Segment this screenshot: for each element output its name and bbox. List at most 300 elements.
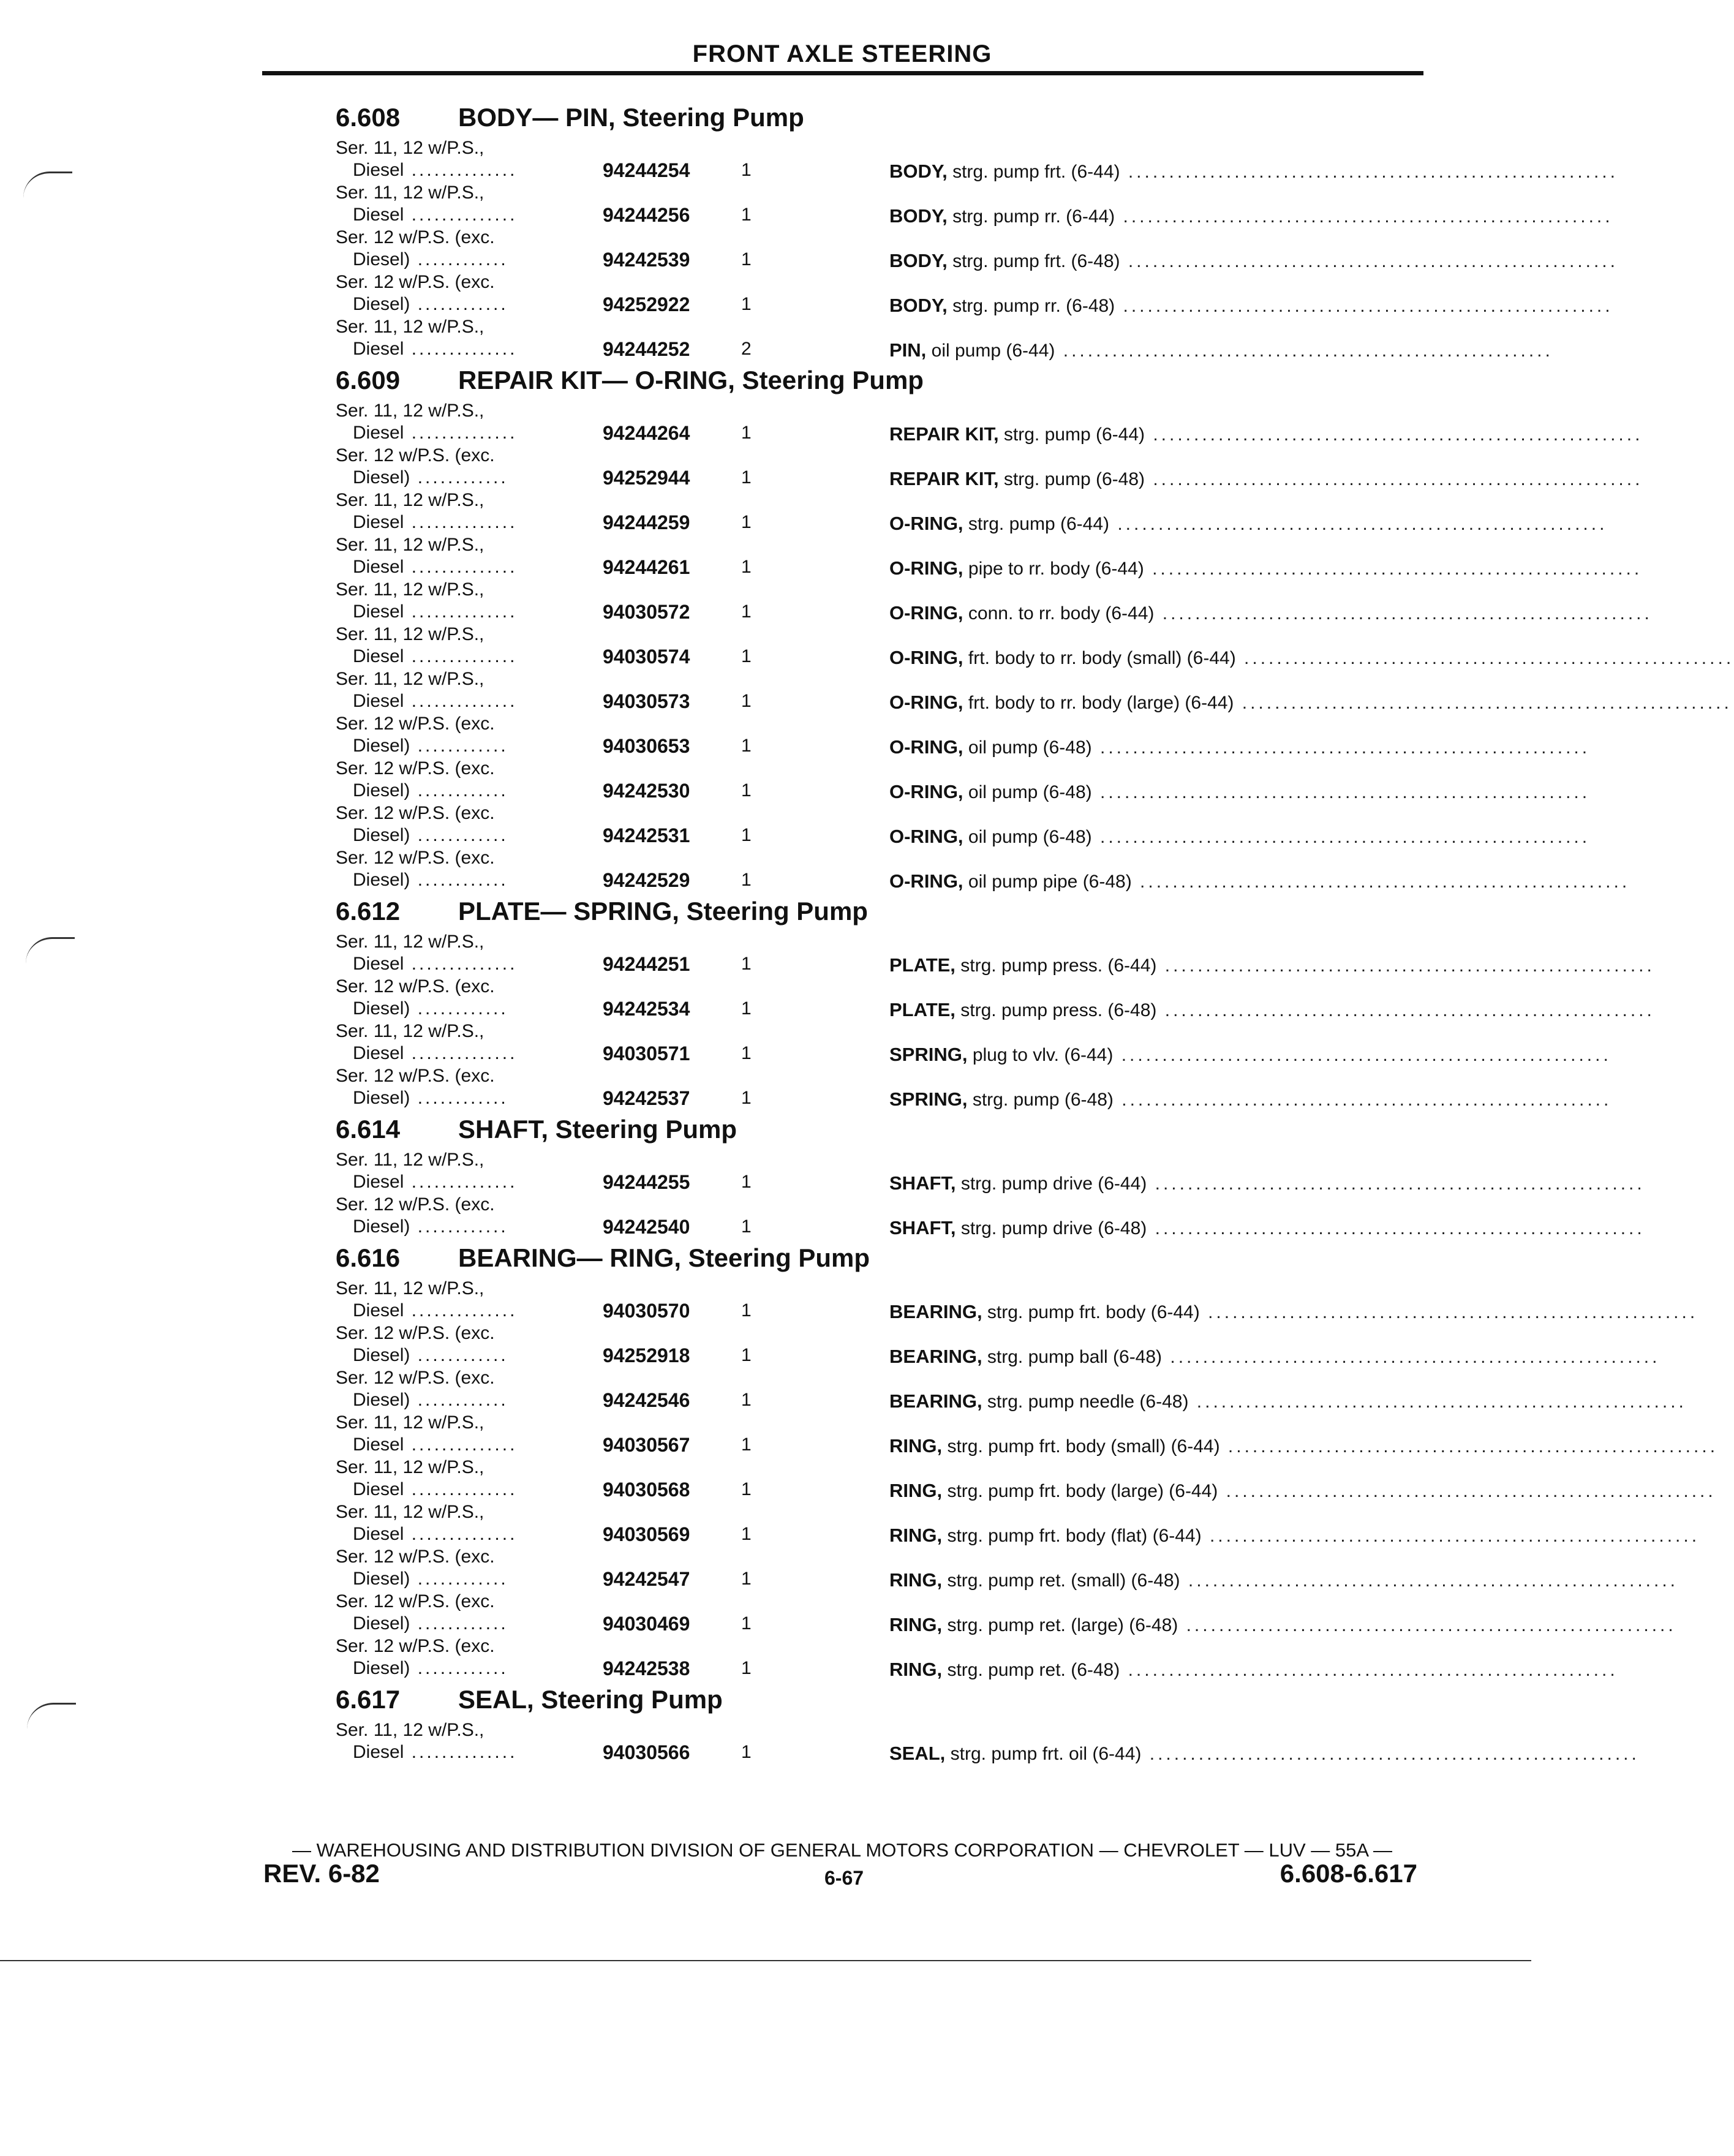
part-name-detail: strg. pump frt. body (small) (6-44) [947, 1436, 1220, 1457]
part-name-keyword: RING, [889, 1435, 943, 1457]
application-engine [353, 204, 517, 226]
part-name-detail: oil pump (6-48) [968, 782, 1092, 802]
part-row [336, 400, 1643, 445]
application-engine [353, 646, 517, 668]
leader-dots: ............................................................ [1235, 648, 1734, 668]
engine-label: Diesel) [353, 870, 410, 890]
part-name-keyword: RING, [889, 1659, 943, 1680]
application-engine [353, 1216, 508, 1238]
part-name-keyword: SEAL, [889, 1743, 946, 1764]
engine-label: Diesel) [353, 1390, 410, 1410]
application-line: Ser. 12 w/P.S. (exc. [336, 1323, 495, 1343]
section-header [336, 1238, 1426, 1278]
leader-dots: ............ [410, 294, 508, 314]
part-number: 94242540 [603, 1216, 690, 1238]
application-line: Ser. 12 w/P.S. (exc. [336, 272, 495, 292]
part-number: 94242539 [603, 249, 690, 271]
engine-label: Diesel [353, 205, 404, 225]
part-name-detail: strg. pump drive (6-44) [960, 1174, 1147, 1194]
section-number: 6.608 [336, 103, 401, 132]
application-line: Ser. 11, 12 w/P.S., [336, 1720, 484, 1740]
part-row [336, 976, 1655, 1020]
quantity: 1 [741, 1043, 752, 1063]
leader-dots: ............................................................ [1154, 603, 1653, 624]
part-row [336, 713, 1591, 758]
section-header [336, 892, 1426, 931]
application-line: Ser. 11, 12 w/P.S., [336, 490, 484, 510]
engine-label: Diesel) [353, 467, 410, 488]
application-line: Ser. 12 w/P.S. (exc. [336, 803, 495, 823]
part-name-detail: pipe to rr. body (6-44) [968, 559, 1144, 579]
part-name-keyword: O-RING, [889, 557, 963, 579]
part-number: 94030571 [603, 1042, 690, 1065]
leader-dots: ............................................................ [1113, 1045, 1611, 1065]
application-engine [353, 1087, 508, 1109]
leader-dots: ............ [410, 998, 508, 1019]
part-name-keyword: O-RING, [889, 647, 963, 668]
leader-dots: ............................................................ [1180, 1570, 1678, 1591]
application-engine [353, 780, 508, 802]
part-name-detail: strg. pump frt. body (large) (6-44) [947, 1481, 1218, 1501]
leader-dots: .............. [404, 423, 518, 443]
quantity: 1 [741, 1172, 752, 1192]
part-name [889, 1346, 1660, 1368]
part-name-keyword: O-RING, [889, 781, 963, 802]
part-name-detail: frt. body to rr. body (large) (6-44) [968, 693, 1234, 713]
part-name-keyword: BODY, [889, 205, 948, 227]
quantity: 1 [741, 601, 752, 622]
part-number: 94030569 [603, 1523, 690, 1545]
application-line: Ser. 11, 12 w/P.S., [336, 932, 484, 952]
part-name-keyword: BEARING, [889, 1390, 982, 1412]
part-row [336, 1635, 1618, 1680]
application-engine [353, 601, 517, 623]
part-number: 94030570 [603, 1300, 690, 1322]
leader-dots: ............ [410, 780, 508, 801]
application-line: Ser. 12 w/P.S. (exc. [336, 1066, 495, 1086]
engine-label: Diesel [353, 1043, 404, 1063]
part-number: 94252918 [603, 1344, 690, 1366]
part-row [336, 1367, 1687, 1412]
part-number: 94242530 [603, 780, 690, 802]
engine-label: Diesel [353, 339, 404, 359]
part-number: 94252922 [603, 293, 690, 315]
part-row [336, 227, 1618, 271]
application-engine [353, 1434, 517, 1456]
part-name-keyword: O-RING, [889, 602, 963, 624]
part-name-detail: strg. pump (6-48) [972, 1090, 1114, 1110]
leader-dots: .............. [404, 601, 518, 622]
leader-dots: ............ [410, 1390, 508, 1410]
engine-label: Diesel) [353, 1088, 410, 1108]
quantity: 1 [741, 1216, 752, 1237]
part-name [889, 513, 1608, 535]
part-name [889, 1569, 1678, 1592]
section-title: BODY— PIN, Steering Pump [458, 103, 804, 132]
application-engine [353, 1042, 517, 1065]
engine-label: Diesel [353, 1434, 404, 1455]
leader-dots: .............. [404, 1524, 518, 1544]
quantity: 1 [741, 467, 752, 488]
part-number: 94030566 [603, 1741, 690, 1763]
engine-label: Diesel [353, 1172, 404, 1192]
quantity: 1 [741, 825, 752, 845]
engine-label: Diesel [353, 557, 404, 577]
part-row [336, 1591, 1676, 1635]
engine-label: Diesel) [353, 998, 410, 1019]
part-row [336, 534, 1643, 579]
quantity: 1 [741, 1390, 752, 1410]
part-row [336, 847, 1630, 892]
engine-label: Diesel [353, 646, 404, 666]
leader-dots: ............................................................ [1234, 693, 1732, 713]
part-row [336, 1322, 1660, 1367]
part-number: 94242546 [603, 1389, 690, 1411]
part-name [889, 557, 1643, 580]
leader-dots: .............. [404, 339, 518, 359]
application-engine [353, 824, 508, 846]
part-name [889, 205, 1613, 228]
part-name-keyword: O-RING, [889, 513, 963, 534]
engine-label: Diesel [353, 512, 404, 532]
application-engine [353, 556, 517, 578]
margin-punch-mark [23, 172, 72, 198]
part-name-detail: oil pump (6-48) [968, 737, 1092, 758]
section-title: REPAIR KIT— O-RING, Steering Pump [458, 366, 924, 394]
quantity: 1 [741, 1479, 752, 1499]
quantity: 1 [741, 646, 752, 666]
part-name [889, 339, 1553, 362]
part-row [336, 1065, 1612, 1110]
part-name-keyword: SPRING, [889, 1044, 968, 1065]
section-number: 6.609 [336, 366, 401, 394]
part-name [889, 1390, 1687, 1413]
part-name-detail: frt. body to rr. body (small) (6-44) [968, 648, 1236, 668]
application-line: Ser. 12 w/P.S. (exc. [336, 1194, 495, 1215]
section-number: 6.614 [336, 1115, 401, 1144]
part-number: 94252944 [603, 467, 690, 489]
part-row [336, 624, 1734, 668]
part-row [336, 802, 1591, 847]
part-name [889, 870, 1630, 893]
application-engine [353, 1613, 508, 1635]
part-number: 94030574 [603, 646, 690, 668]
section-header [336, 1680, 1426, 1719]
part-name-detail: strg. pump (6-44) [1003, 424, 1145, 445]
part-row [336, 271, 1613, 316]
part-name [889, 736, 1591, 759]
leader-dots: .............. [404, 1742, 518, 1762]
part-name [889, 1743, 1640, 1765]
application-line: Ser. 11, 12 w/P.S., [336, 1502, 484, 1522]
quantity: 1 [741, 998, 752, 1019]
quantity: 1 [741, 1434, 752, 1455]
leader-dots: .............. [404, 1300, 518, 1321]
part-name [889, 954, 1655, 977]
leader-dots: ............................................................ [1145, 424, 1643, 445]
application-line: Ser. 12 w/P.S. (exc. [336, 1368, 495, 1388]
leader-dots: ............ [410, 736, 508, 756]
part-number: 94242538 [603, 1657, 690, 1679]
section-number: 6.616 [336, 1243, 401, 1272]
title-rule [262, 71, 1423, 75]
section-range: 6.608-6.617 [1280, 1859, 1417, 1888]
part-row [336, 1020, 1611, 1065]
part-name-detail: strg. pump frt. oil (6-44) [950, 1744, 1142, 1764]
leader-dots: ............................................................ [1131, 872, 1630, 892]
application-engine [353, 1523, 517, 1545]
leader-dots: ............................................................ [1115, 206, 1613, 227]
quantity: 1 [741, 736, 752, 756]
part-name-keyword: BODY, [889, 250, 948, 271]
engine-label: Diesel [353, 1524, 404, 1544]
part-name [889, 160, 1618, 183]
section-header [336, 1110, 1426, 1149]
page-title: FRONT AXLE STEERING [692, 40, 992, 67]
engine-label: Diesel [353, 1479, 404, 1499]
leader-dots: ............................................................ [1219, 1436, 1719, 1457]
part-name-detail: strg. pump ret. (small) (6-48) [947, 1570, 1180, 1591]
engine-label: Diesel) [353, 1613, 410, 1634]
leader-dots: ............................................................ [1162, 1347, 1660, 1367]
quantity: 2 [741, 339, 752, 359]
leader-dots: ............................................................ [1156, 956, 1655, 976]
part-row [336, 445, 1643, 489]
part-name [889, 1172, 1645, 1195]
part-row [336, 1501, 1700, 1546]
leader-dots: ............................................................ [1120, 162, 1618, 182]
quantity: 1 [741, 423, 752, 443]
leader-dots: ............................................................ [1120, 251, 1618, 271]
part-number: 94030572 [603, 601, 690, 623]
application-line: Ser. 11, 12 w/P.S., [336, 1021, 484, 1041]
quantity: 1 [741, 870, 752, 890]
part-number: 94030573 [603, 690, 690, 712]
application-engine [353, 869, 508, 891]
leader-dots: .............. [404, 1043, 518, 1063]
part-number: 94244252 [603, 338, 690, 360]
quantity: 1 [741, 1613, 752, 1634]
application-engine [353, 467, 508, 489]
part-name [889, 999, 1655, 1022]
application-engine [353, 998, 508, 1020]
part-name-detail: plug to vlv. (6-44) [972, 1045, 1114, 1065]
engine-label: Diesel [353, 1742, 404, 1762]
leader-dots: .............. [404, 1172, 518, 1192]
part-number: 94030568 [603, 1479, 690, 1501]
application-line: Ser. 12 w/P.S. (exc. [336, 976, 495, 997]
application-engine [353, 1171, 517, 1193]
leader-dots: ............................................................ [1178, 1615, 1676, 1635]
page-bottom-rule [0, 1960, 1531, 1961]
part-name [889, 1435, 1719, 1458]
part-name-detail: strg. pump (6-44) [968, 514, 1109, 534]
part-row [336, 1546, 1678, 1591]
parts-listing [336, 98, 1734, 1764]
engine-label: Diesel) [353, 1658, 410, 1678]
part-name-detail: strg. pump ret. (large) (6-48) [947, 1615, 1178, 1635]
leader-dots: .............. [404, 954, 518, 974]
section-header [336, 98, 1426, 137]
engine-label: Diesel [353, 691, 404, 711]
part-name-detail: oil pump (6-48) [968, 827, 1092, 847]
engine-label: Diesel) [353, 1216, 410, 1237]
part-row [336, 1278, 1698, 1322]
part-row [336, 931, 1655, 976]
engine-label: Diesel) [353, 780, 410, 801]
engine-label: Diesel [353, 1300, 404, 1321]
application-engine [353, 338, 517, 360]
part-row [336, 1719, 1640, 1764]
part-number: 94030653 [603, 735, 690, 757]
part-name [889, 1217, 1645, 1240]
application-engine [353, 422, 517, 444]
application-line: Ser. 12 w/P.S. (exc. [336, 445, 495, 466]
leader-dots: ............................................................ [1199, 1302, 1698, 1322]
quantity: 1 [741, 1088, 752, 1108]
part-name-keyword: PIN, [889, 339, 927, 361]
part-row [336, 1457, 1716, 1501]
leader-dots: ............................................................ [1120, 1660, 1618, 1680]
part-name-keyword: SPRING, [889, 1088, 968, 1110]
application-engine [353, 1741, 517, 1763]
leader-dots: ............ [410, 870, 508, 890]
section-header [336, 361, 1426, 400]
part-name [889, 1480, 1716, 1502]
application-line: Ser. 12 w/P.S. (exc. [336, 1547, 495, 1567]
quantity: 1 [741, 557, 752, 577]
part-name-detail: strg. pump frt. body (flat) (6-44) [947, 1526, 1202, 1546]
leader-dots: ............................................................ [1115, 296, 1613, 316]
application-line: Ser. 11, 12 w/P.S., [336, 669, 484, 689]
leader-dots: ............................................................ [1147, 1218, 1645, 1238]
footer-publisher-line: — WAREHOUSING AND DISTRIBUTION DIVISION OF GENERAL MOTORS CORPORATION — CHEVROLET — LUV — 55A — [292, 1839, 1392, 1861]
application-engine [353, 735, 508, 757]
leader-dots: ............................................................ [1201, 1526, 1700, 1546]
part-row [336, 489, 1608, 534]
part-name-keyword: BODY, [889, 295, 948, 316]
leader-dots: ............................................................ [1141, 1744, 1640, 1764]
leader-dots: ............................................................ [1156, 1000, 1655, 1020]
quantity: 1 [741, 1524, 752, 1544]
part-name-detail: strg. pump frt. body (6-44) [987, 1302, 1200, 1322]
section-title: SHAFT, Steering Pump [458, 1115, 737, 1144]
application-line: Ser. 11, 12 w/P.S., [336, 579, 484, 600]
quantity: 1 [741, 294, 752, 314]
engine-label: Diesel) [353, 1569, 410, 1589]
section-number: 6.617 [336, 1685, 401, 1714]
section-title: SEAL, Steering Pump [458, 1685, 723, 1714]
leader-dots: .............. [404, 646, 518, 666]
part-row [336, 579, 1653, 624]
part-name-detail: strg. pump frt. (6-44) [952, 162, 1120, 182]
part-row [336, 1149, 1645, 1194]
application-engine [353, 1300, 517, 1322]
part-number: 94244256 [603, 204, 690, 226]
part-name [889, 423, 1643, 446]
part-name-detail: strg. pump rr. (6-48) [952, 296, 1115, 316]
part-number: 94244251 [603, 953, 690, 975]
part-name-keyword: PLATE, [889, 999, 956, 1020]
quantity: 1 [741, 512, 752, 532]
part-name-detail: strg. pump frt. (6-48) [952, 251, 1120, 271]
part-name-detail: strg. pump press. (6-48) [960, 1000, 1157, 1020]
leader-dots: .............. [404, 160, 518, 180]
part-name-detail: strg. pump needle (6-48) [987, 1392, 1189, 1412]
part-name [889, 1301, 1698, 1324]
application-line: Ser. 12 w/P.S. (exc. [336, 758, 495, 778]
part-number: 94244255 [603, 1171, 690, 1193]
leader-dots: ............ [410, 467, 508, 488]
part-name-keyword: O-RING, [889, 870, 963, 892]
part-name-keyword: SHAFT, [889, 1172, 956, 1194]
application-line: Ser. 11, 12 w/P.S., [336, 1412, 484, 1433]
quantity: 1 [741, 780, 752, 801]
part-number: 94244254 [603, 159, 690, 181]
leader-dots: ............................................................ [1091, 737, 1591, 758]
part-name-keyword: RING, [889, 1569, 943, 1591]
application-line: Ser. 11, 12 w/P.S., [336, 183, 484, 203]
section-number: 6.612 [336, 897, 401, 925]
leader-dots: ............ [410, 1088, 508, 1108]
engine-label: Diesel [353, 601, 404, 622]
application-engine [353, 1344, 508, 1366]
application-engine [353, 1479, 517, 1501]
leader-dots: ............................................................ [1188, 1392, 1687, 1412]
part-number: 94030469 [603, 1613, 690, 1635]
leader-dots: ............ [410, 249, 508, 270]
leader-dots: ............ [410, 1345, 508, 1365]
quantity: 1 [741, 691, 752, 711]
application-engine [353, 511, 517, 533]
part-name [889, 692, 1732, 714]
leader-dots: ............................................................ [1109, 514, 1608, 534]
margin-punch-mark [27, 1703, 76, 1729]
application-line: Ser. 12 w/P.S. (exc. [336, 1591, 495, 1611]
leader-dots: ............................................................ [1091, 782, 1591, 802]
engine-label: Diesel) [353, 249, 410, 270]
engine-label: Diesel) [353, 736, 410, 756]
part-name [889, 1659, 1618, 1681]
application-line: Ser. 11, 12 w/P.S., [336, 624, 484, 644]
leader-dots: ............ [410, 1569, 508, 1589]
quantity: 1 [741, 205, 752, 225]
part-name [889, 1044, 1611, 1066]
leader-dots: .............. [404, 512, 518, 532]
part-number: 94242531 [603, 824, 690, 846]
part-name-keyword: RING, [889, 1480, 943, 1501]
part-name-detail: conn. to rr. body (6-44) [968, 603, 1155, 624]
engine-label: Diesel [353, 423, 404, 443]
leader-dots: ............................................................ [1218, 1481, 1716, 1501]
part-name [889, 295, 1613, 317]
leader-dots: ............................................................ [1147, 1174, 1645, 1194]
part-name [889, 826, 1591, 848]
application-line: Ser. 12 w/P.S. (exc. [336, 227, 495, 247]
part-row [336, 316, 1553, 361]
engine-label: Diesel [353, 160, 404, 180]
quantity: 1 [741, 249, 752, 270]
part-name-keyword: BEARING, [889, 1346, 982, 1367]
quantity: 1 [741, 160, 752, 180]
part-name [889, 1614, 1676, 1637]
engine-label: Diesel) [353, 825, 410, 845]
application-line: Ser. 12 w/P.S. (exc. [336, 1636, 495, 1656]
part-number: 94030567 [603, 1434, 690, 1456]
part-name-keyword: RING, [889, 1614, 943, 1635]
part-name-keyword: REPAIR KIT, [889, 468, 999, 489]
part-name [889, 250, 1618, 273]
